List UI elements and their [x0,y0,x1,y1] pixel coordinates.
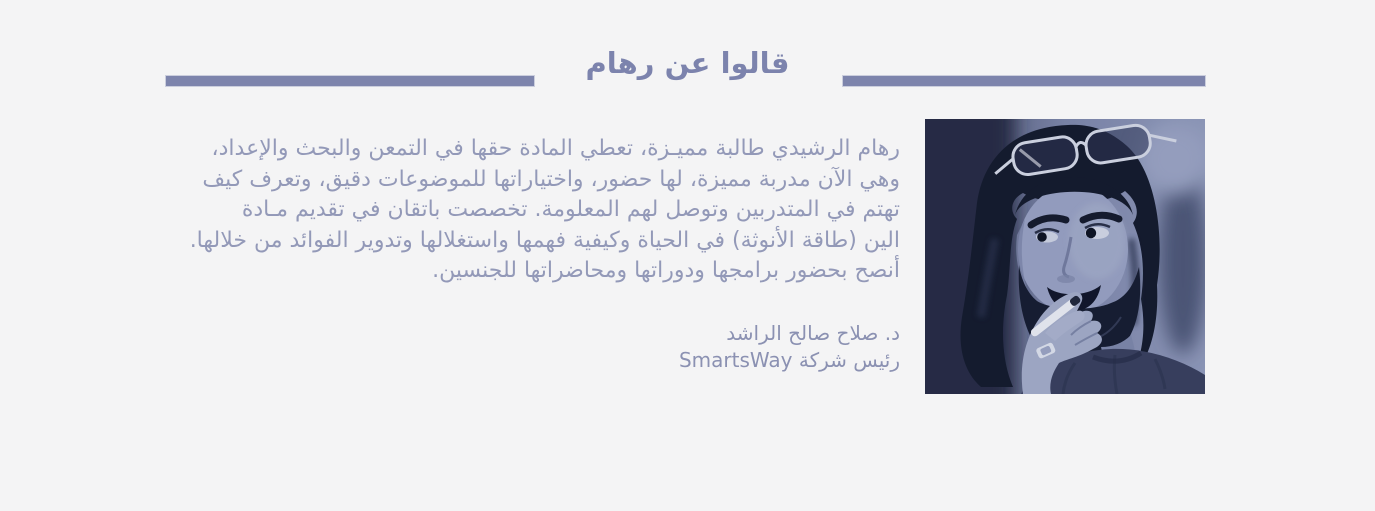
author-photo-illustration [925,119,1205,394]
testimonial-quote [70,134,900,287]
quote-line: تهتم في المتدربين وتوصل لهم المعلومة. تخصصت باتقان في تقديم مـادة [241,197,900,223]
title-divider-right [843,76,1205,86]
quote-line: رهام الرشيدي طالبة مميـزة، تعطي المادة حقها في التمعن والبحث والإعداد، [211,136,900,161]
testimonial-attribution [679,320,900,373]
title-divider-left [166,76,534,86]
section-title: قالوا عن رهام [585,46,790,80]
author-photo [925,119,1205,394]
quote-line: وهي الآن مدربة مميزة، لها حضور، واختياراتها للموضوعات دقيق، وتعرف كيف [202,166,900,192]
author-name: د. صلاح صالح الراشد [726,321,900,345]
quote-line: الين (طاقة الأنوثة) في الحياة وكيفية فهمها واستغلالها وتدوير الفوائد من خلالها. [189,227,900,253]
author-role: رئيس شركة SmartsWay [678,347,900,372]
quote-line: أنصح بحضور برامجها ودوراتها ومحاضراتها للجنسين. [432,258,900,284]
